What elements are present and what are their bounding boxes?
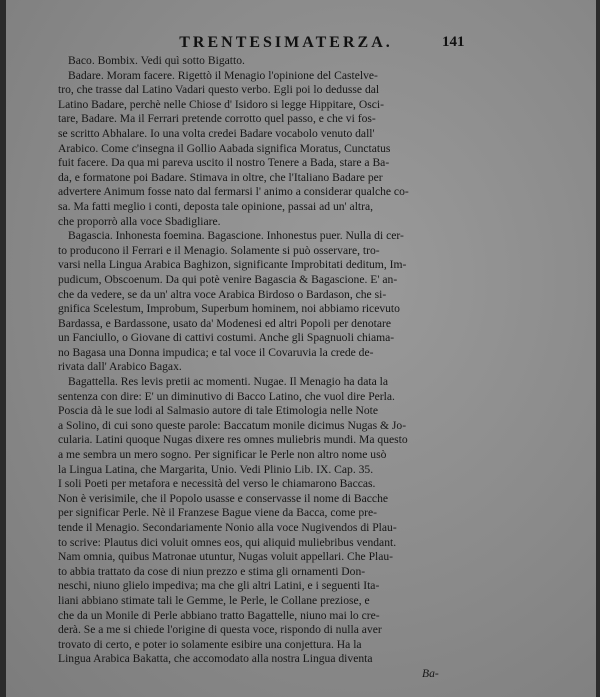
text-line: Bardassa, e Bardassone, usato da' Modenesi ed altri Popoli per denotare [58,316,392,330]
text-line: che proporrò alla voce Sbadigliare. [58,214,221,228]
text-line: la Lingua Latina, che Margarita, Unio. Vedi Plinio Lib. IX. Cap. 35. [58,462,374,476]
text-line: che da vedere, se da un' altra voce Arabica Birdoso o Bardason, che si- [58,287,387,301]
text-line: Bagattella. Res levis pretii ac momenti. Nugae. Il Menagio ha data la [68,375,389,389]
text-line: Arabico. Come c'insegna il Gollio Aabada significa Moratus, Cunctatus [58,141,391,155]
running-header: TRENTESIMATERZA. [179,34,393,51]
text-line: pudicum, Obscoenum. Da qui potè venire Bagascia & Bagascione. E' an- [58,272,398,286]
text-line: I soli Poeti per metafora e necessità del verso le chiamarono Baccas. [58,477,376,491]
text-line: a me sembra un mero sogno. Per significar le Perle non altro nome usò [58,448,387,462]
book-page [6,0,596,697]
text-line: advertere Animum fosse nato dal fermarsi l' animo a considerar qualche co- [58,185,409,199]
text-line: gnifica Scelestum, Improbum, Superbum hominem, noi abbiamo ricevuto [58,302,400,316]
text-line: to producono il Ferrari e il Menagio. Solamente si può osservare, tro- [58,243,380,257]
text-line: a Solino, di cui sono queste parole: Baccatum monile dicimus Nugas & Jo- [58,418,407,432]
text-line: trovato di certo, e poter io solamente esibire una conjettura. Ha la [58,637,362,651]
text-line: neschi, niuno glielo impediva; ma che gli altri Latini, e i seguenti Ita- [58,579,380,593]
text-line: Lingua Arabica Bakatta, che accomodato alla nostra Lingua diventa [58,652,373,666]
text-line: Nam omnia, quibus Matronae utuntur, Nugas voluit appellari. Che Plau- [58,550,394,564]
text-line: derà. Se a me si chiede l'origine di questa voce, rispondo di nulla aver [58,623,382,637]
text-line: to scrive: Plautus dici voluit omnes eos, qui aliquid muliebribus vendant. [58,535,397,549]
text-line: Badare. Moram facere. Rigettò il Menagio l'opinione del Castelve- [68,68,378,82]
text-line: Latino Badare, perchè nelle Chiose d' Isidoro si legge Hippitare, Osci- [58,97,384,111]
text-line: sentenza con dire: E' un diminutivo di Bacco Latino, che vuol dire Perla. [58,389,395,403]
text-line: tende il Menagio. Secondariamente Nonio alla voce Nugivendos di Plau- [58,521,397,534]
text-line: to abbia trattato da cose di niun prezzo e stima gli ornamenti Don- [58,564,366,578]
text-line: no Bagasa una Donna impudica; e tal voce il Covaruvia la crede de- [58,345,374,359]
text-line: Baco. Bombix. Vedi quì sotto Bigatto. [68,54,245,67]
catchword: Ba- [422,667,439,680]
text-line: Bagascia. Inhonesta foemina. Bagascione. Inhonestus puer. Nulla di cer- [68,229,404,243]
page-number: 141 [442,34,465,50]
text-line: per significar Perle. Nè il Franzese Bague viene da Bacca, come pre- [58,506,378,520]
text-line: liani abbiano stimate tali le Gemme, le Perle, le Collane preziose, e [58,593,370,607]
body-text [58,54,448,667]
text-line: varsi nella Lingua Arabica Baghizon, significante Improbitati deditum, Im- [58,258,407,272]
text-line: rivata dall' Arabico Bagax. [58,360,182,374]
text-line: se scritto Abhalare. Io una volta credei Badare vocabolo venuto dall' [58,126,375,140]
text-line: da, e formatone poi Badare. Stimava in oltre, che l'Italiano Badare per [58,170,383,184]
text-line: tro, che trasse dal Latino Vadari questo verbo. Egli poi lo dedusse dal [58,83,380,97]
text-line: cularia. Latini quoque Nugas dixere res omnes muliebris mundi. Ma questo [58,433,408,447]
text-line: un Fanciullo, o Giovane di cattivi costumi. Anche gli Spagnuoli chiama- [58,331,395,345]
text-line: fuit facere. Da qua mi pareva uscito il nostro Tenere a Bada, stare a Ba- [58,156,390,170]
text-line: che da un Monile di Perle abbiano tratto Bagattelle, niuno mai lo cre- [58,608,380,622]
text-line: Poscia dà le sue lodi al Salmasio autore di tale Etimologia nelle Note [58,404,379,418]
text-line: Non è verisimile, che il Popolo usasse e conservasse il nome di Bacche [58,491,389,505]
text-line: sa. Ma fatti meglio i conti, deposta tale opinione, passai ad un' altra, [58,199,374,213]
text-line: tare, Badare. Ma il Ferrari pretende corrotto quel passo, e che vi fos- [58,112,376,126]
